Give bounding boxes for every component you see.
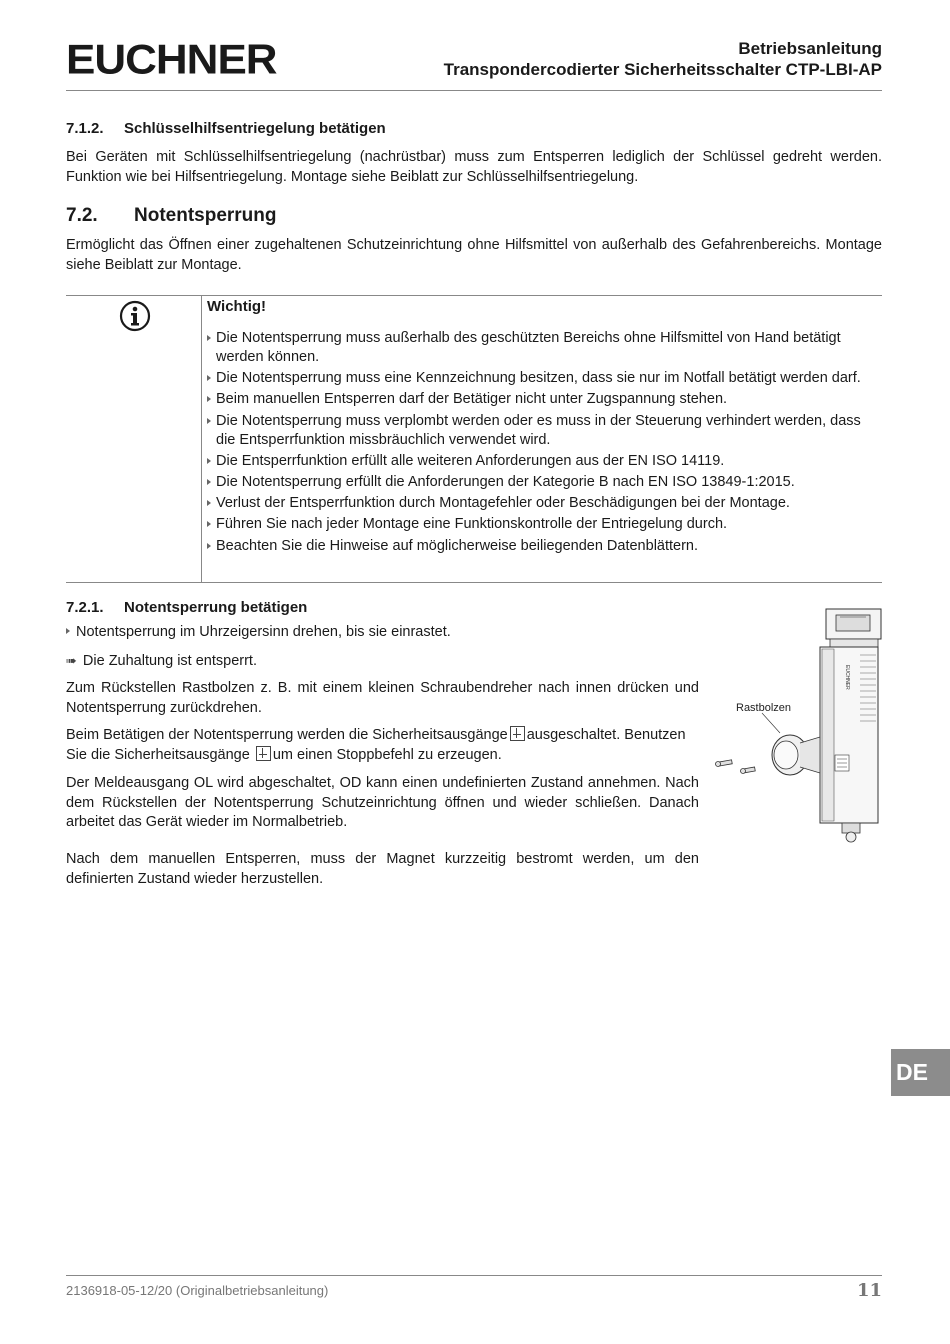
section-number: 7.2.1. (66, 599, 104, 616)
safety-output-symbol-icon (510, 726, 525, 741)
document-title-line1: Betriebsanleitung (738, 39, 882, 58)
paragraph-text: Zum Rückstellen Rastbolzen z. B. mit einem kleinen Schraubendreher nach innen drücken und Notentsperrung zurückdrehen. (66, 680, 699, 716)
euchner-logo: EUCHNER (66, 36, 277, 83)
page-number: 11 (856, 1280, 882, 1301)
paragraph-text: ausgeschaltet. Benutzen Sie die Sicherheitsausgänge (66, 727, 686, 763)
list-item: Beim manuellen Entsperren darf der Betätiger nicht unter Zugspannung stehen. (205, 390, 877, 409)
paragraph-text: Beim Betätigen der Notentsperrung werden die Sicherheitsausgänge (66, 727, 508, 743)
important-title: Wichtig! (207, 298, 267, 315)
paragraph-text: um einen Stoppbefehl zu erzeugen. (272, 746, 502, 763)
paragraph-7-2 (66, 236, 882, 275)
figure-label-rastbolzen: Rastbolzen (736, 702, 792, 714)
document-title-line2: Transpondercodierter Sicherheitsschalter CTP-LBI-AP (443, 60, 882, 79)
section-number: 7.2. (66, 205, 98, 226)
section-title: Notentsperrung (134, 205, 277, 226)
instruction-result (66, 651, 706, 671)
paragraph-7-1-2 (66, 148, 882, 187)
safety-output-symbol-icon (256, 746, 271, 761)
list-item: Die Entsperrfunktion erfüllt alle weiteren Anforderungen aus der EN ISO 14119. (205, 452, 877, 471)
important-list (205, 329, 877, 558)
result-arrow-icon: ➠ (66, 653, 77, 668)
section-title: Notentsperrung betätigen (124, 599, 308, 616)
paragraph-safety-outputs (66, 726, 699, 765)
list-item: Die Notentsperrung muss eine Kennzeichnung besitzen, dass sie nur im Notfall betätigt werden darf. (205, 369, 877, 388)
footer-divider (66, 1275, 882, 1276)
section-title: Schlüsselhilfsentriegelung betätigen (124, 120, 386, 137)
section-heading-7-1-2 (66, 120, 386, 137)
list-item: Die Notentsperrung muss außerhalb des geschützten Bereichs ohne Hilfsmittel von Hand betätigt werden können. (205, 329, 877, 367)
list-item: Die Notentsperrung muss verplombt werden oder es muss in der Steuerung verhindert werden, dass die Entsperrfunktion missbräuchlich verwendet wird. (205, 412, 877, 450)
list-item: Die Notentsperrung erfüllt die Anforderungen der Kategorie B nach EN ISO 13849-1:2015. (205, 473, 877, 492)
paragraph-text: Nach dem manuellen Entsperren, muss der Magnet kurzzeitig bestromt werden, um den definierten Zustand wieder herzustellen. (66, 851, 699, 887)
figure-brand-label: EUCHNER (844, 665, 850, 690)
paragraph-text: Bei Geräten mit Schlüsselhilfsentriegelung (nachrüstbar) muss zum Entsperren lediglich der Schlüssel gedreht werden. Funktion wie bei Hilfsentriegelung. Montage siehe Beiblatt zur Schlüsselhilfsentriegelung. (66, 149, 882, 185)
section-heading-7-2 (66, 205, 277, 227)
list-item: Führen Sie nach jeder Montage eine Funktionskontrolle der Entriegelung durch. (205, 515, 877, 534)
step-text: Notentsperrung im Uhrzeigersinn drehen, bis sie einrastet. (76, 624, 451, 640)
paragraph-magnet (66, 850, 699, 889)
important-notice-separator (201, 296, 202, 582)
footer-document-id: 2136918-05-12/20 (Originalbetriebsanleitung) (66, 1283, 329, 1298)
section-heading-7-2-1 (66, 599, 307, 616)
list-item: Verlust der Entsperrfunktion durch Montagefehler oder Beschädigungen bei der Montage. (205, 494, 877, 513)
language-tab: DE (891, 1049, 950, 1096)
instruction-step (66, 623, 706, 642)
list-item: Beachten Sie die Hinweise auf möglicherweise beiliegenden Datenblättern. (205, 537, 877, 556)
section-number: 7.1.2. (66, 120, 104, 137)
result-text: Die Zuhaltung ist entsperrt. (82, 653, 257, 669)
document-title (444, 38, 882, 80)
paragraph-text: Der Meldeausgang OL wird abgeschaltet, OD kann einen undefinierten Zustand annehmen. Nach dem Rückstellen der Notentsperrung Schutzeinrichtung öffnen und wieder schließen. Danach arbeitet das Gerät wieder im Normalbetrieb. (66, 775, 699, 830)
bullet-triangle-icon (66, 628, 70, 634)
device-figure (710, 605, 885, 845)
info-icon (119, 300, 151, 332)
paragraph-reset (66, 679, 699, 718)
paragraph-signal-output (66, 774, 699, 833)
header-divider (66, 90, 882, 91)
paragraph-text: Ermöglicht das Öffnen einer zugehaltenen Schutzeinrichtung ohne Hilfsmittel von außerhalb des Gefahrenbereichs. Montage siehe Beiblatt zur Montage. (66, 237, 882, 273)
